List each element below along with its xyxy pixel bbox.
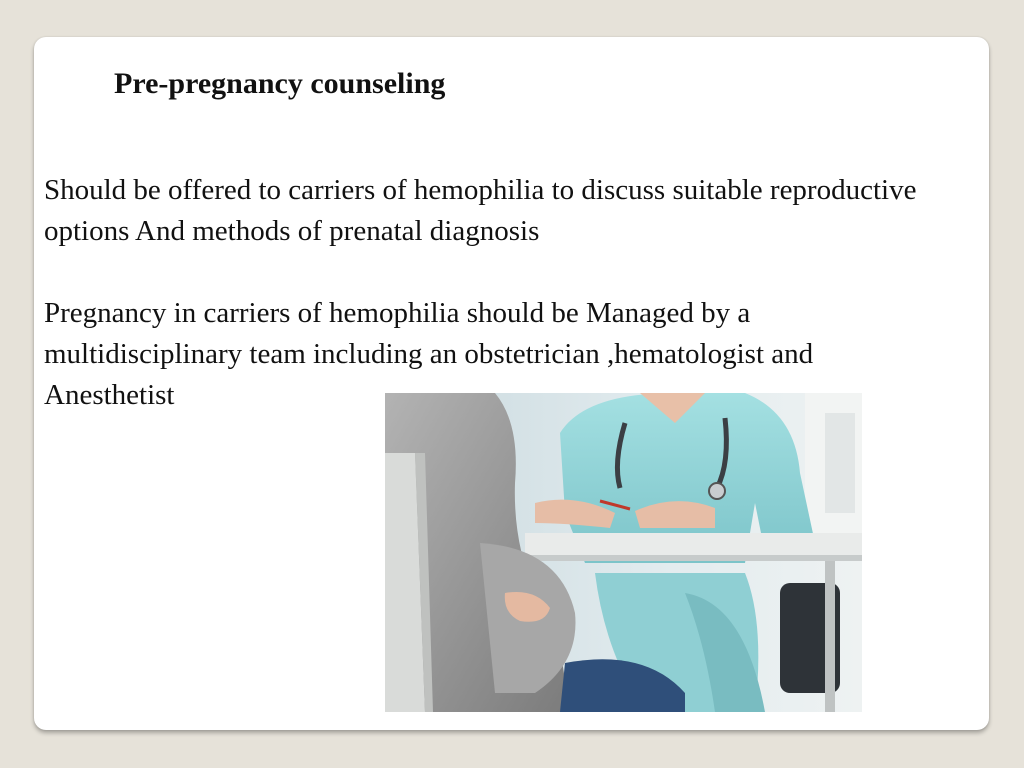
photo-pregnant-patient-with-doctor	[385, 393, 862, 712]
photo-illustration	[385, 393, 862, 712]
paragraph-counseling: Should be offered to carriers of hemophilia to discuss suitable reproductive options And methods of prenatal diagnosis	[44, 174, 917, 247]
paragraph-management: Pregnancy in carriers of hemophilia should be Managed by a multidisciplinary team including an obstetrician ,hematologist and Anesthetist	[44, 297, 814, 411]
slide-title: Pre-pregnancy counseling	[114, 67, 446, 100]
slide	[34, 37, 989, 730]
